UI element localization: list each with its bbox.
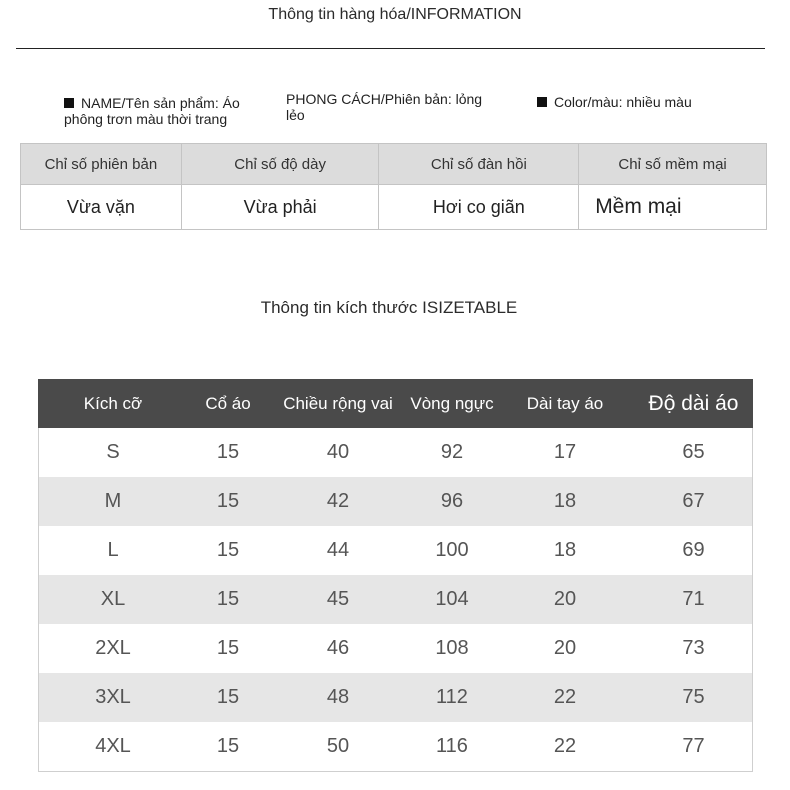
- spec-value-row: [21, 185, 767, 230]
- size-cell: 20: [496, 575, 634, 624]
- size-row: [38, 428, 753, 477]
- size-row: [38, 673, 753, 722]
- spec-header-cell: Chỉ số phiên bản: [21, 144, 182, 185]
- size-cell: 46: [268, 624, 408, 673]
- square-bullet-icon: [537, 97, 547, 107]
- spec-header-cell: Chỉ số độ dày: [181, 144, 379, 185]
- size-cell: 15: [188, 477, 268, 526]
- size-header-row: [38, 379, 753, 428]
- size-header-cell: Độ dài áo: [634, 379, 753, 428]
- style-attribute: [286, 91, 486, 123]
- size-cell: 100: [408, 526, 496, 575]
- size-cell: 71: [634, 575, 753, 624]
- size-cell: 22: [496, 722, 634, 771]
- size-cell: 2XL: [38, 624, 188, 673]
- size-cell: M: [38, 477, 188, 526]
- spec-value-cell: Hơi co giãn: [379, 185, 579, 230]
- size-row: [38, 722, 753, 771]
- size-cell: XL: [38, 575, 188, 624]
- square-bullet-icon: [64, 98, 74, 108]
- size-cell: 15: [188, 673, 268, 722]
- size-cell: 18: [496, 526, 634, 575]
- size-cell: 42: [268, 477, 408, 526]
- product-name-text: NAME/Tên sản phẩm: Áo phông trơn màu thời trang: [64, 95, 240, 127]
- size-cell: 15: [188, 526, 268, 575]
- style-text: PHONG CÁCH/Phiên bản: lỏng lẻo: [286, 91, 483, 123]
- size-cell: 96: [408, 477, 496, 526]
- size-cell: 104: [408, 575, 496, 624]
- size-row: [38, 624, 753, 673]
- information-title: Thông tin hàng hóa/INFORMATION: [268, 6, 522, 23]
- size-cell: 75: [634, 673, 753, 722]
- size-cell: 108: [408, 624, 496, 673]
- size-cell: 15: [188, 624, 268, 673]
- size-header-cell: Cổ áo: [188, 379, 268, 428]
- size-cell: 4XL: [38, 722, 188, 771]
- size-row: [38, 477, 753, 526]
- size-row: [38, 526, 753, 575]
- color-text: Color/màu: nhiều màu: [554, 94, 692, 110]
- size-cell: 44: [268, 526, 408, 575]
- size-cell: 48: [268, 673, 408, 722]
- size-cell: 3XL: [38, 673, 188, 722]
- size-cell: 15: [188, 575, 268, 624]
- size-cell: 73: [634, 624, 753, 673]
- size-cell: 17: [496, 428, 634, 477]
- size-cell: 116: [408, 722, 496, 771]
- spec-header-cell: Chỉ số đàn hồi: [379, 144, 579, 185]
- size-cell: 69: [634, 526, 753, 575]
- size-cell: 50: [268, 722, 408, 771]
- size-header-cell: Vòng ngực: [408, 379, 496, 428]
- size-table-title: Thông tin kích thước ISIZETABLE: [260, 298, 518, 317]
- spec-value-cell: Mềm mại: [579, 185, 767, 230]
- divider-line: [16, 48, 765, 49]
- size-cell: S: [38, 428, 188, 477]
- size-cell: 20: [496, 624, 634, 673]
- size-header-cell: Dài tay áo: [496, 379, 634, 428]
- size-cell: 15: [188, 722, 268, 771]
- size-cell: 92: [408, 428, 496, 477]
- size-cell: 15: [188, 428, 268, 477]
- size-cell: 45: [268, 575, 408, 624]
- spec-index-table: [20, 143, 767, 230]
- size-table: [38, 379, 753, 771]
- spec-value-cell: Vừa vặn: [21, 185, 182, 230]
- size-cell: 67: [634, 477, 753, 526]
- color-attribute: [537, 94, 757, 110]
- spec-header-row: [21, 144, 767, 185]
- size-cell: L: [38, 526, 188, 575]
- spec-value-cell: Vừa phải: [181, 185, 379, 230]
- size-cell: 65: [634, 428, 753, 477]
- size-cell: 40: [268, 428, 408, 477]
- size-cell: 22: [496, 673, 634, 722]
- size-header-cell: Kích cỡ: [38, 379, 188, 428]
- size-row: [38, 575, 753, 624]
- size-cell: 77: [634, 722, 753, 771]
- product-name-attribute: [64, 95, 274, 127]
- spec-header-cell: Chỉ số mềm mại: [579, 144, 767, 185]
- size-cell: 18: [496, 477, 634, 526]
- size-cell: 112: [408, 673, 496, 722]
- size-header-cell: Chiều rộng vai: [268, 379, 408, 428]
